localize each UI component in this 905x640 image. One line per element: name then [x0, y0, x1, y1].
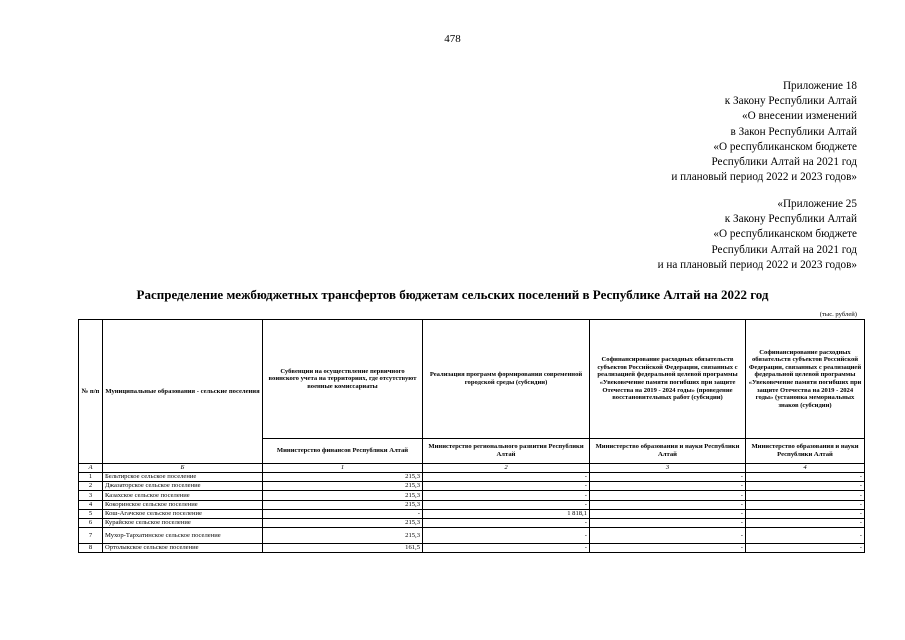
appendix-line: к Закону Республики Алтай [724, 95, 857, 108]
appendix-block-1 [671, 79, 857, 185]
row-col1: 215,3 [263, 482, 423, 491]
row-number: 2 [79, 482, 103, 491]
row-number: 8 [79, 544, 103, 553]
row-col3: - [590, 528, 746, 544]
index-row [79, 464, 865, 473]
appendix-line: «О республиканском бюджете [713, 140, 857, 153]
header-col3: Софинансирование расходных обязательств субъектов Российской Федерации, связанных с реализацией федеральной целевой программы «Увековечение памяти погибших при защите Отечества на 2019 - 2024 годы» (проведение восстановительных работ (субсидии) [590, 320, 746, 439]
row-col3: - [590, 544, 746, 553]
row-col2: 1 818,1 [423, 509, 590, 518]
table-row [79, 473, 865, 482]
row-col1: 161,5 [263, 544, 423, 553]
row-col1: 215,3 [263, 473, 423, 482]
header-col2: Реализация программ формирования современной городской среды (субсидии) [423, 320, 590, 439]
row-col4: - [746, 482, 865, 491]
row-col4: - [746, 518, 865, 527]
header-col4: Софинансирование расходных обязательств субъектов Российской Федерации, связанных с реализацией федеральной целевой программы «Увековечение памяти погибших при защите Отечества на 2019 - 2024 годы» (установка мемориальных знаков (субсидии) [746, 320, 865, 439]
row-col4: - [746, 491, 865, 500]
appendix-line: в Закон Республики Алтай [730, 125, 857, 138]
index-cell: 2 [423, 464, 590, 473]
row-col3: - [590, 518, 746, 527]
units-label: (тыс. рублей) [819, 311, 857, 318]
row-name: Казахское сельское поселение [103, 491, 263, 500]
row-name: Джазаторское сельское поселение [103, 482, 263, 491]
index-cell: 1 [263, 464, 423, 473]
index-cell: А [79, 464, 103, 473]
appendix-line: Республики Алтай на 2021 год [711, 156, 857, 169]
row-col4: - [746, 509, 865, 518]
table-row [79, 544, 865, 553]
row-number: 3 [79, 491, 103, 500]
header-num: № п/п [79, 320, 103, 464]
appendix-line: и плановый период 2022 и 2023 годов» [671, 171, 857, 184]
appendix-line: «О республиканском бюджете [713, 228, 857, 241]
table-row [79, 509, 865, 518]
row-col2: - [423, 544, 590, 553]
index-cell: 4 [746, 464, 865, 473]
row-col4: - [746, 500, 865, 509]
table-row [79, 528, 865, 544]
row-name: Бельтирское сельское поселение [103, 473, 263, 482]
row-col4: - [746, 473, 865, 482]
transfers-table [78, 319, 865, 553]
row-col2: - [423, 482, 590, 491]
row-col3: - [590, 491, 746, 500]
row-col1: 215,3 [263, 528, 423, 544]
appendix-line: Республики Алтай на 2021 год [711, 243, 857, 256]
table-row [79, 500, 865, 509]
row-col3: - [590, 500, 746, 509]
appendix-line: к Закону Республики Алтай [724, 213, 857, 226]
row-col2: - [423, 473, 590, 482]
row-col3: - [590, 473, 746, 482]
index-cell: Б [103, 464, 263, 473]
row-name: Мухор-Тархатинское сельское поселение [103, 528, 263, 544]
row-number: 4 [79, 500, 103, 509]
row-name: Ортолыкское сельское поселение [103, 544, 263, 553]
row-col4: - [746, 544, 865, 553]
row-col1: - [263, 509, 423, 518]
row-col4: - [746, 528, 865, 544]
row-col1: 215,3 [263, 500, 423, 509]
header-municipality: Муниципальные образования - сельские поселения [103, 320, 263, 464]
ministry-col1: Министерство финансов Республики Алтай [263, 439, 423, 464]
header-row [79, 320, 865, 439]
row-name: Кокоринское сельское поселение [103, 500, 263, 509]
appendix-line: Приложение 18 [782, 80, 857, 92]
row-col3: - [590, 482, 746, 491]
document-title: Распределение межбюджетных трансфертов бюджетам сельских поселений в Республике Алтай на 2022 год [136, 287, 769, 302]
ministry-col4: Министерство образования и науки Республики Алтай [746, 439, 865, 464]
row-col2: - [423, 528, 590, 544]
table-row [79, 518, 865, 527]
row-name: Курайское сельское поселение [103, 518, 263, 527]
row-number: 7 [79, 528, 103, 544]
row-col2: - [423, 500, 590, 509]
row-number: 6 [79, 518, 103, 527]
index-cell: 3 [590, 464, 746, 473]
row-number: 1 [79, 473, 103, 482]
page-number: 478 [444, 33, 461, 45]
appendix-line: «Приложение 25 [777, 198, 857, 210]
table-row [79, 491, 865, 500]
row-col1: 215,3 [263, 491, 423, 500]
appendix-line: и на плановый период 2022 и 2023 годов» [657, 258, 857, 271]
row-col2: - [423, 491, 590, 500]
ministry-col2: Министерство регионального развития Республики Алтай [423, 439, 590, 464]
row-number: 5 [79, 509, 103, 518]
row-name: Кош-Агачское сельское поселение [103, 509, 263, 518]
row-col1: 215,3 [263, 518, 423, 527]
row-col2: - [423, 518, 590, 527]
appendix-block-2 [658, 197, 857, 273]
ministry-col3: Министерство образования и науки Республики Алтай [590, 439, 746, 464]
appendix-line: «О внесении изменений [741, 110, 857, 123]
header-col1: Субвенции на осуществление первичного воинского учета на территориях, где отсутствуют военные комиссариаты [263, 320, 423, 439]
row-col3: - [590, 509, 746, 518]
table-row [79, 482, 865, 491]
